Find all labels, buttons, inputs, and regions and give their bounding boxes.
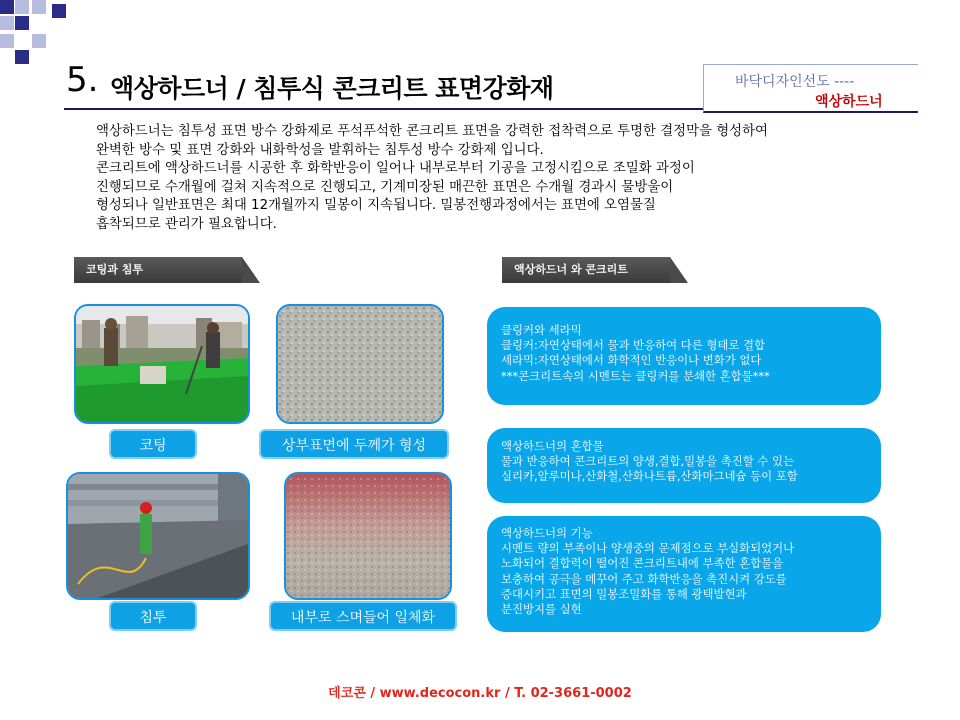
bubble-line: ***콘크리트속의 시멘트는 클링커를 분쇄한 혼합물*** [501, 368, 770, 383]
intro-line: 완벽한 방수 및 표면 강화와 내화학성을 발휘하는 침투성 방수 강화제 입니다. [96, 142, 544, 158]
corner-square [52, 4, 66, 18]
bubble-line: 세라믹:자연상태에서 화학적인 반응이나 변화가 없다 [501, 353, 762, 368]
intro-line: 흡착되므로 관리가 필요합니다. [96, 216, 277, 232]
intro-line: 콘크리트에 액상하드너를 시공한 후 화학반응이 일어나 내부로부터 기공을 고정시킴으로 조밀화 과정이 [96, 161, 695, 177]
corner-square [15, 0, 29, 14]
corner-square [15, 16, 29, 30]
bubble-line: 보충하여 공극을 메꾸어 주고 화학반응을 촉진시켜 강도를 [501, 571, 787, 586]
integration-photo [284, 472, 452, 600]
coating-label: 코팅 [109, 429, 197, 459]
info-bubble-function [487, 516, 881, 632]
corner-square [32, 34, 46, 48]
intro-paragraph [96, 123, 886, 235]
intro-line: 액상하드너는 침투성 표면 방수 강화제로 푸석푸석한 콘크리트 표면을 강력한 접착력으로 투명한 결정막을 형성하여 [96, 124, 768, 139]
integration-label: 내부로 스며들어 일체화 [269, 601, 457, 631]
surface-film-label: 상부표면에 두께가 형성 [259, 429, 449, 459]
section-header-coating: 코팅과 침투 [74, 257, 242, 283]
bubble-line: 분진방지를 실현 [501, 602, 582, 617]
bubble-line: 액상하드너의 기능 [501, 526, 593, 540]
corner-square [15, 50, 29, 64]
title-number: 5. [66, 60, 99, 100]
bubble-line: 물과 반응하여 콘크리트의 양생,결합,밀봉을 촉진할 수 있는 [501, 454, 795, 469]
bubble-line: 시멘트 량의 부족이나 양생중의 문제점으로 부실화되었거나 [501, 541, 795, 556]
page-title: 액상하드너 / 침투식 콘크리트 표면강화재 [110, 74, 554, 103]
bubble-line: 클링커:자연상태에서 물과 반응하여 다른 형태로 결합 [501, 338, 766, 353]
corner-square [0, 0, 14, 14]
tag-line: 바닥디자인선도 ---- [735, 74, 855, 90]
penetration-photo [66, 472, 250, 600]
corner-square [0, 16, 14, 30]
surface-film-photo [276, 304, 444, 424]
corner-square [0, 34, 14, 48]
footer-contact: 데코콘 / www.decocon.kr / T. 02-3661-0002 [328, 686, 632, 701]
intro-line: 진행되므로 수개월에 걸쳐 지속적으로 진행되고, 기계미장된 매끈한 표면은 수개월 경과시 물방울이 [96, 179, 674, 195]
info-bubble-mixture [487, 428, 881, 503]
bubble-line: 실리카,알루미나,산화철,산화나트륨,산화마그네슘 등이 포함 [501, 469, 798, 484]
penetration-label: 침투 [109, 601, 197, 631]
bubble-line: 클링커와 세라믹 [501, 323, 582, 337]
corner-square [32, 0, 46, 14]
title-underline [64, 108, 704, 110]
bubble-line: 증대시키고 표면의 밀봉조밀화를 통해 광택발현과 [501, 586, 747, 601]
info-bubble-clinker [487, 307, 881, 405]
bubble-line: 노화되어 결합력이 떨어진 콘크리트내에 부족한 혼합물을 [501, 556, 784, 571]
intro-line: 형성되나 일반표면은 최대 12개월까지 밀봉이 지속됩니다. 밀봉전행과정에서는 표면에 오염물질 [96, 198, 656, 214]
coating-photo [74, 304, 250, 424]
tag-product: 액상하드너 [815, 94, 883, 110]
section-header-hardener: 액상하드너 와 콘크리트 [502, 257, 670, 283]
bubble-line: 액상하드너의 혼합물 [501, 439, 604, 453]
